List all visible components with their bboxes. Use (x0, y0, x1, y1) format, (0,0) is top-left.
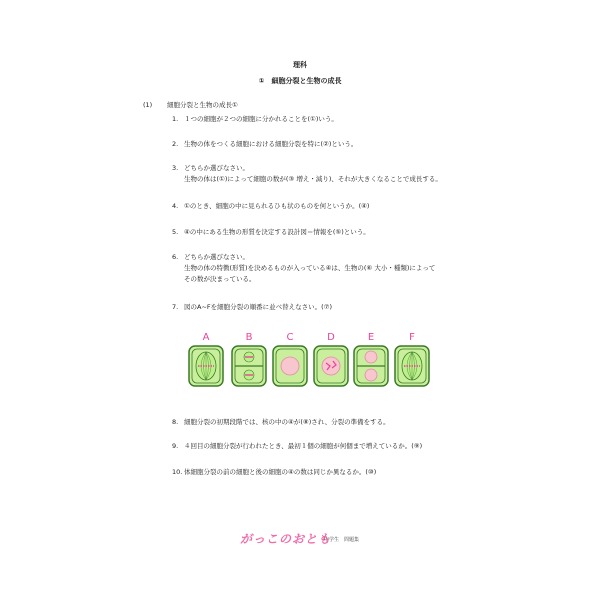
question-text: 生物の体をつくる細胞における細胞分裂を特に(②)という。 (184, 140, 358, 148)
question-text: ①のとき、細胞の中に見られるひも状のものを何というか。(④) (184, 202, 370, 210)
question-5 (172, 227, 370, 238)
cell-c (273, 346, 307, 386)
cell-label-a: A (202, 332, 210, 343)
cell-label-d: D (327, 332, 335, 343)
section-number: (1) (143, 101, 153, 109)
question-text: どちらか選びなさい。 (184, 164, 249, 172)
question-6 (172, 252, 435, 285)
cell-f (395, 346, 429, 386)
cell-a (189, 346, 223, 386)
question-number: 1. (172, 115, 179, 123)
subject-heading: 理科 (293, 61, 307, 69)
question-text: ４回目の細胞分裂が行われたとき、最初１個の細胞が何個まで増えているか。(⑨) (184, 442, 423, 450)
question-1 (172, 114, 338, 125)
question-7 (172, 302, 332, 313)
section-heading (143, 100, 238, 109)
section-title: 細胞分裂と生物の成長① (167, 101, 238, 109)
question-text: 図のA~Fを細胞分裂の順番に並べ替えなさい。(⑦) (184, 303, 333, 311)
question-10 (172, 467, 376, 478)
question-text: 細胞分裂の初期段階では、核の中の④が(⑧)され、分裂の準備をする。 (184, 418, 390, 426)
question-number: 7. (172, 303, 179, 311)
question-9 (172, 441, 422, 452)
cell-label-e: E (367, 332, 375, 343)
question-text: ④の中にある生物の形質を決定する設計図＝情報を(⑤)という。 (184, 228, 370, 236)
question-text: どちらか選びなさい。 (184, 253, 249, 261)
brand-logo: がっこのおとも (240, 532, 332, 546)
cell-d (314, 346, 348, 386)
brand-subtitle: 中学生 問題集 (324, 537, 360, 543)
question-8 (172, 417, 390, 428)
question-number: 10. (172, 468, 183, 476)
question-3 (172, 163, 442, 185)
question-text: 生物の体の特徴(形質)を決めるものが入っている④は、生物の(⑥ 大小・種類)によって (184, 264, 436, 272)
question-4 (172, 201, 369, 212)
question-number: 4. (172, 202, 179, 210)
cell-label-c: C (286, 332, 294, 343)
question-number: 3. (172, 164, 179, 172)
cell-b (232, 346, 266, 386)
question-number: 2. (172, 140, 179, 148)
question-text: その数が決まっている。 (184, 275, 256, 283)
cell-label-f: F (409, 332, 415, 343)
question-number: 5. (172, 228, 179, 236)
question-2 (172, 139, 357, 150)
page-title: ① 細胞分裂と生物の成長 (258, 77, 342, 85)
cell-division-figure (183, 330, 433, 392)
question-text: 体細胞分裂の前の細胞と後の細胞の④の数は同じか異なるか。(⑩) (184, 468, 377, 476)
question-text: 生物の体は(①)によって細胞の数が(③ 増え・減り)、それが大きくなることで成長する。 (184, 175, 442, 183)
question-text: １つの細胞が２つの細胞に分かれることを(①)いう。 (184, 115, 338, 123)
cell-e (354, 346, 388, 386)
question-number: 8. (172, 418, 179, 426)
question-number: 6. (172, 253, 179, 261)
question-number: 9. (172, 442, 179, 450)
cell-label-b: B (245, 332, 253, 343)
